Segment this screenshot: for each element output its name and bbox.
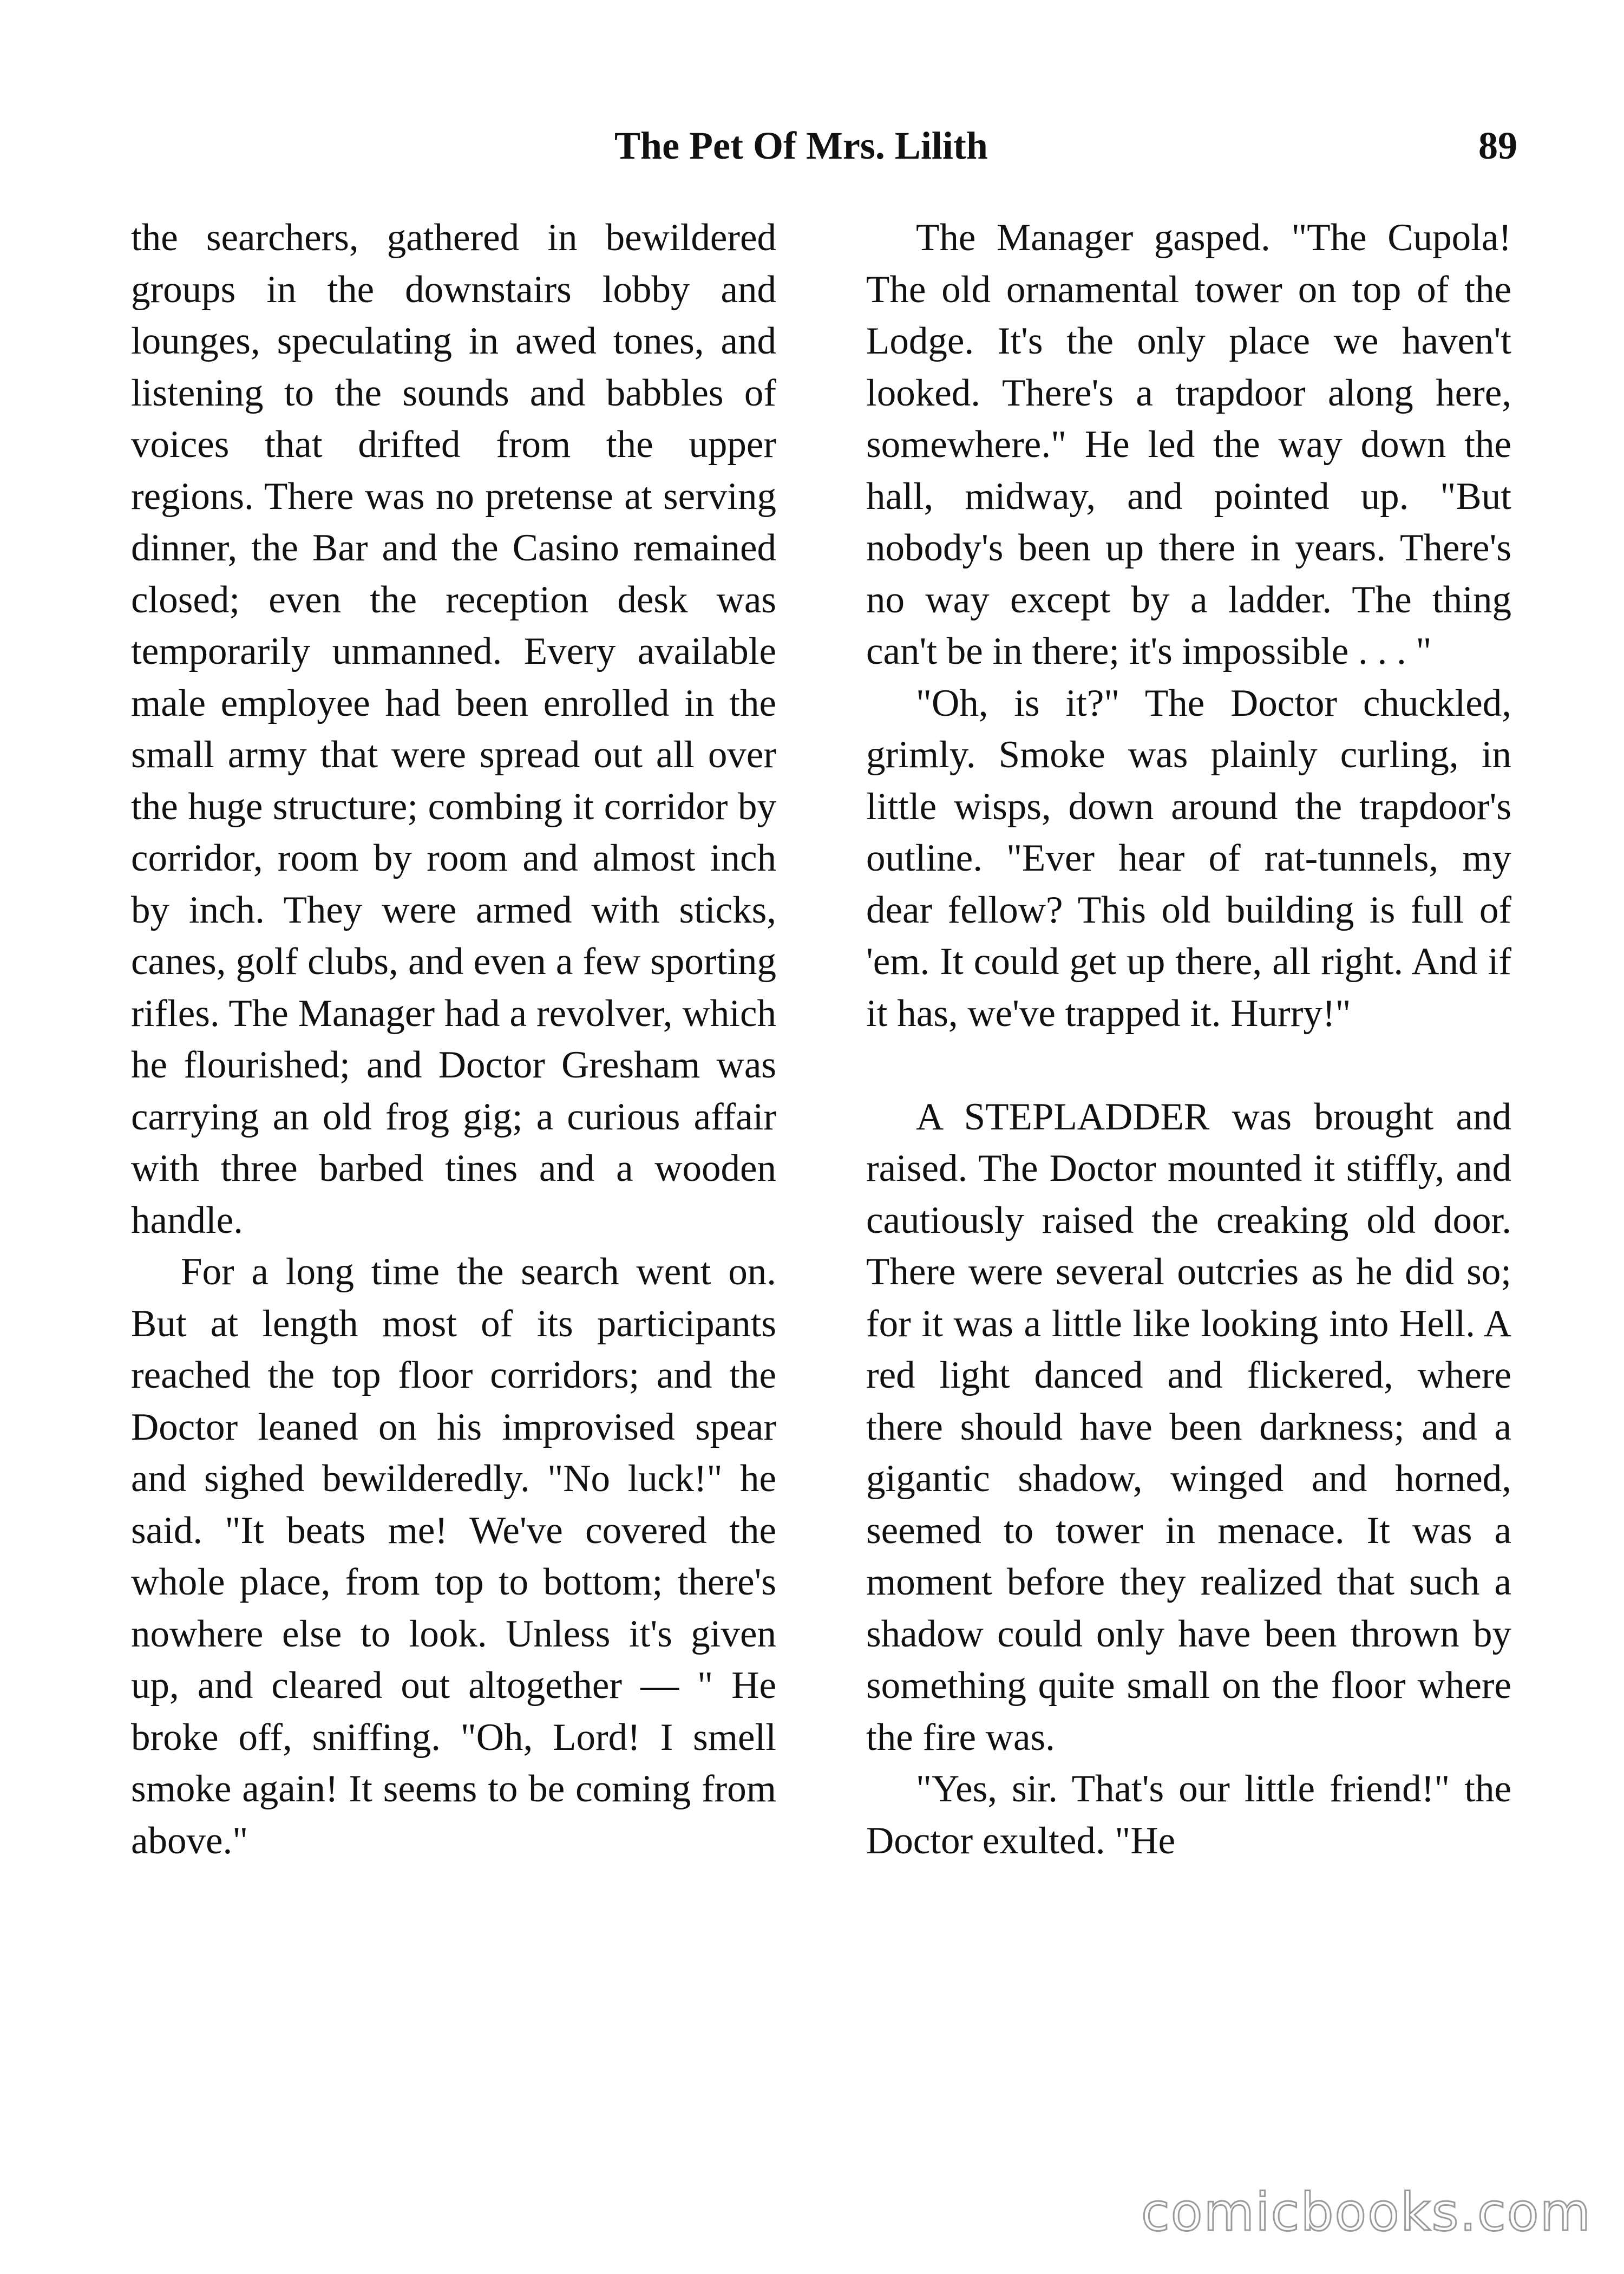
paragraph: The Manager gasped. "The Cupola! The old ornamental tower on top of the Lodge. It's the only place we haven't looked. There's a trapdoor along here, somewhere." He led the way down the hall, midway, and pointed up. "But nobody's been up there in years. There's no way except by a ladder. The thing can't be in there; it's impossible . . . " [866,217,1511,672]
paragraph: "Yes, sir. That's our little friend!" the Doctor exulted. "He [866,1768,1511,1862]
paragraph: "Oh, is it?" The Doctor chuckled, grimly. Smoke was plainly curling, in little wisps, down around the trapdoor's outline. "Ever hear of rat-tunnels, my dear fellow? This old building is full of 'em. It could get up there, all right. And if it has, we've trapped it. Hurry!" [866,682,1511,1035]
paragraph: the searchers, gathered in bewildered groups in the downstairs lobby and lounges, speculating in awed tones, and listening to the sounds and babbles of voices that drifted from the upper regions. There was no pretense at serving dinner, the Bar and the Casino remained closed; even the reception desk was temporarily unmanned. Every available male employee had been enrolled in the small army that were spread out all over the huge structure; combing it corridor by corridor, room by room and almost inch by inch. They were armed with sticks, canes, golf clubs, and even a few sporting rifles. The Manager had a revolver, which he flourished; and Doctor Gresham was carrying an old frog gig; a curious affair with three barbed tines and a wooden handle. [131,217,776,1241]
right-column [866,212,1511,1867]
watermark: comicbooks.com [1141,2182,1592,2243]
section-paragraph: A STEPLADDER was brought and raised. The Doctor mounted it stiffly, and cautiously raised the creaking old door. There were several outcries as he did so; for it was a little like looking into Hell. A red light danced and flickered, where there should have been darkness; and a gigantic shadow, winged and horned, seemed to tower in menace. It was a moment before they realized that such a shadow could only have been thrown by something quite small on the floor where the fire was. [866,1095,1511,1759]
running-head [0,123,1624,178]
running-title: The Pet Of Mrs. Lilith [614,124,988,167]
paragraph: For a long time the search went on. But at length most of its participants reached the top floor corridors; and the Doctor leaned on his improvised spear and sighed bewilderedly. "No luck!" he said. "It beats me! We've covered the whole place, from top to bottom; there's nowhere else to look. Unless it's given up, and cleared out altogether — " He broke off, sniffing. "Oh, Lord! I smell smoke again! It seems to be coming from above." [131,1251,776,1862]
left-column [131,212,776,1867]
page-number: 89 [1478,124,1517,167]
